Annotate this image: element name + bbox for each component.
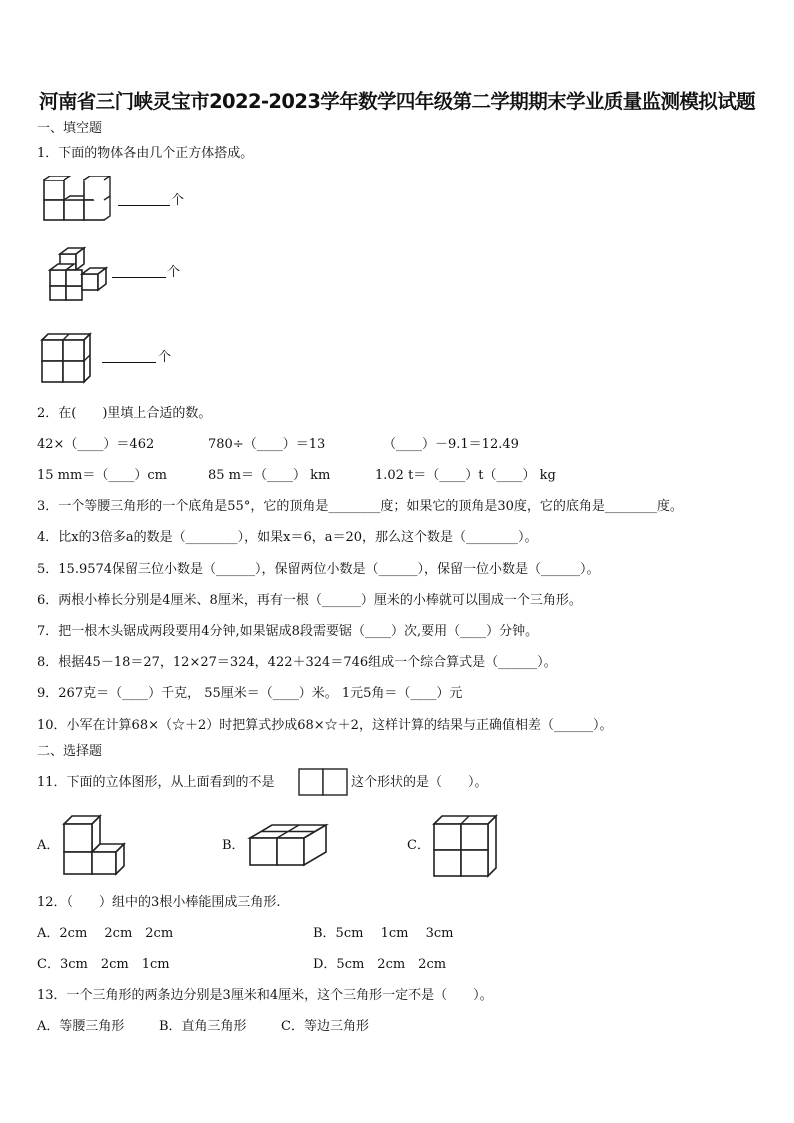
- question-7-text: 7．把一根木头锯成两段要用4分钟,如果锯成8段需要锯（____）次,要用（____）分钟。: [37, 624, 539, 639]
- q2-row1-item2: 780÷（____）＝13: [208, 437, 326, 452]
- q2-row2-item1: 15 mm＝（____）cm: [37, 468, 167, 483]
- option-a-label[interactable]: A．: [37, 838, 60, 853]
- question-1-text: 1．下面的物体各由几个正方体搭成。: [37, 146, 254, 161]
- option-d[interactable]: D．5cm 2cm 2cm: [313, 957, 447, 972]
- option-b[interactable]: B．5cm 1cm 3cm: [313, 926, 454, 941]
- option-c-figure: [432, 814, 498, 878]
- cube-figure-1: [42, 176, 114, 224]
- answer-blank-1[interactable]: [118, 193, 170, 206]
- question-6-text: 6．两根小棒长分别是4厘米、8厘米，再有一根（______）厘米的小棒就可以围成一个三角形。: [37, 593, 582, 608]
- section-heading-fill-blank: 一、填空题: [37, 121, 103, 136]
- option-a[interactable]: A．等腰三角形: [37, 1019, 125, 1034]
- two-square-shape-icon: [298, 768, 348, 796]
- unit-label: 个: [167, 265, 181, 280]
- page-title: 河南省三门峡灵宝市2022-2023学年数学四年级第二学期期末学业质量监测模拟试题: [38, 90, 756, 113]
- cube-figure-2: [46, 244, 108, 302]
- option-b-figure: [247, 822, 329, 868]
- question-11-text-after: 这个形状的是（ ）。: [351, 775, 488, 790]
- q2-row1-item3: （____）－9.1＝12.49: [383, 437, 519, 452]
- option-b[interactable]: B．直角三角形: [159, 1019, 247, 1034]
- question-5-text: 5．15.9574保留三位小数是（______），保留两位小数是（______），保留一位小数是（______）。: [37, 562, 600, 577]
- unit-label: 个: [171, 193, 185, 208]
- q2-row1-item1: 42×（____）＝462: [37, 437, 155, 452]
- option-c-label[interactable]: C．: [407, 838, 430, 853]
- option-a-figure: [62, 814, 128, 876]
- question-3-text: 3．一个等腰三角形的一个底角是55°，它的顶角是________度；如果它的顶角是30度，它的底角是________度。: [37, 499, 683, 514]
- question-9-text: 9．267克＝（____）千克， 55厘米＝（____）米。 1元5角＝（____）元: [37, 686, 463, 701]
- option-c[interactable]: C．3cm 2cm 1cm: [37, 957, 170, 972]
- question-11-text-before: 11．下面的立体图形，从上面看到的不是: [37, 775, 275, 790]
- answer-blank-3[interactable]: [102, 350, 156, 363]
- question-13-text: 13．一个三角形的两条边分别是3厘米和4厘米，这个三角形一定不是（ ）。: [37, 988, 493, 1003]
- option-b-label[interactable]: B．: [222, 838, 245, 853]
- question-2-text: 2．在( )里填上合适的数。: [37, 406, 212, 421]
- q2-row2-item3: 1.02 t＝（____）t（____） kg: [375, 468, 556, 483]
- section-heading-multiple-choice: 二、选择题: [37, 744, 103, 759]
- question-12-text: 12．（ ）组中的3根小棒能围成三角形.: [37, 895, 281, 910]
- answer-blank-2[interactable]: [112, 265, 166, 278]
- option-a[interactable]: A．2cm 2cm 2cm: [37, 926, 174, 941]
- cube-figure-3: [40, 332, 100, 386]
- question-10-text: 10．小军在计算68×（☆＋2）时把算式抄成68×☆＋2，这样计算的结果与正确值相差（______）。: [37, 718, 613, 733]
- question-8-text: 8．根据45－18＝27，12×27＝324，422＋324＝746组成一个综合算式是（______）。: [37, 655, 557, 670]
- option-c[interactable]: C．等边三角形: [281, 1019, 369, 1034]
- q2-row2-item2: 85 m＝（____） km: [208, 468, 331, 483]
- unit-label: 个: [158, 350, 172, 365]
- question-4-text: 4．比x的3倍多a的数是（________），如果x＝6，a＝20，那么这个数是（________）。: [37, 530, 538, 545]
